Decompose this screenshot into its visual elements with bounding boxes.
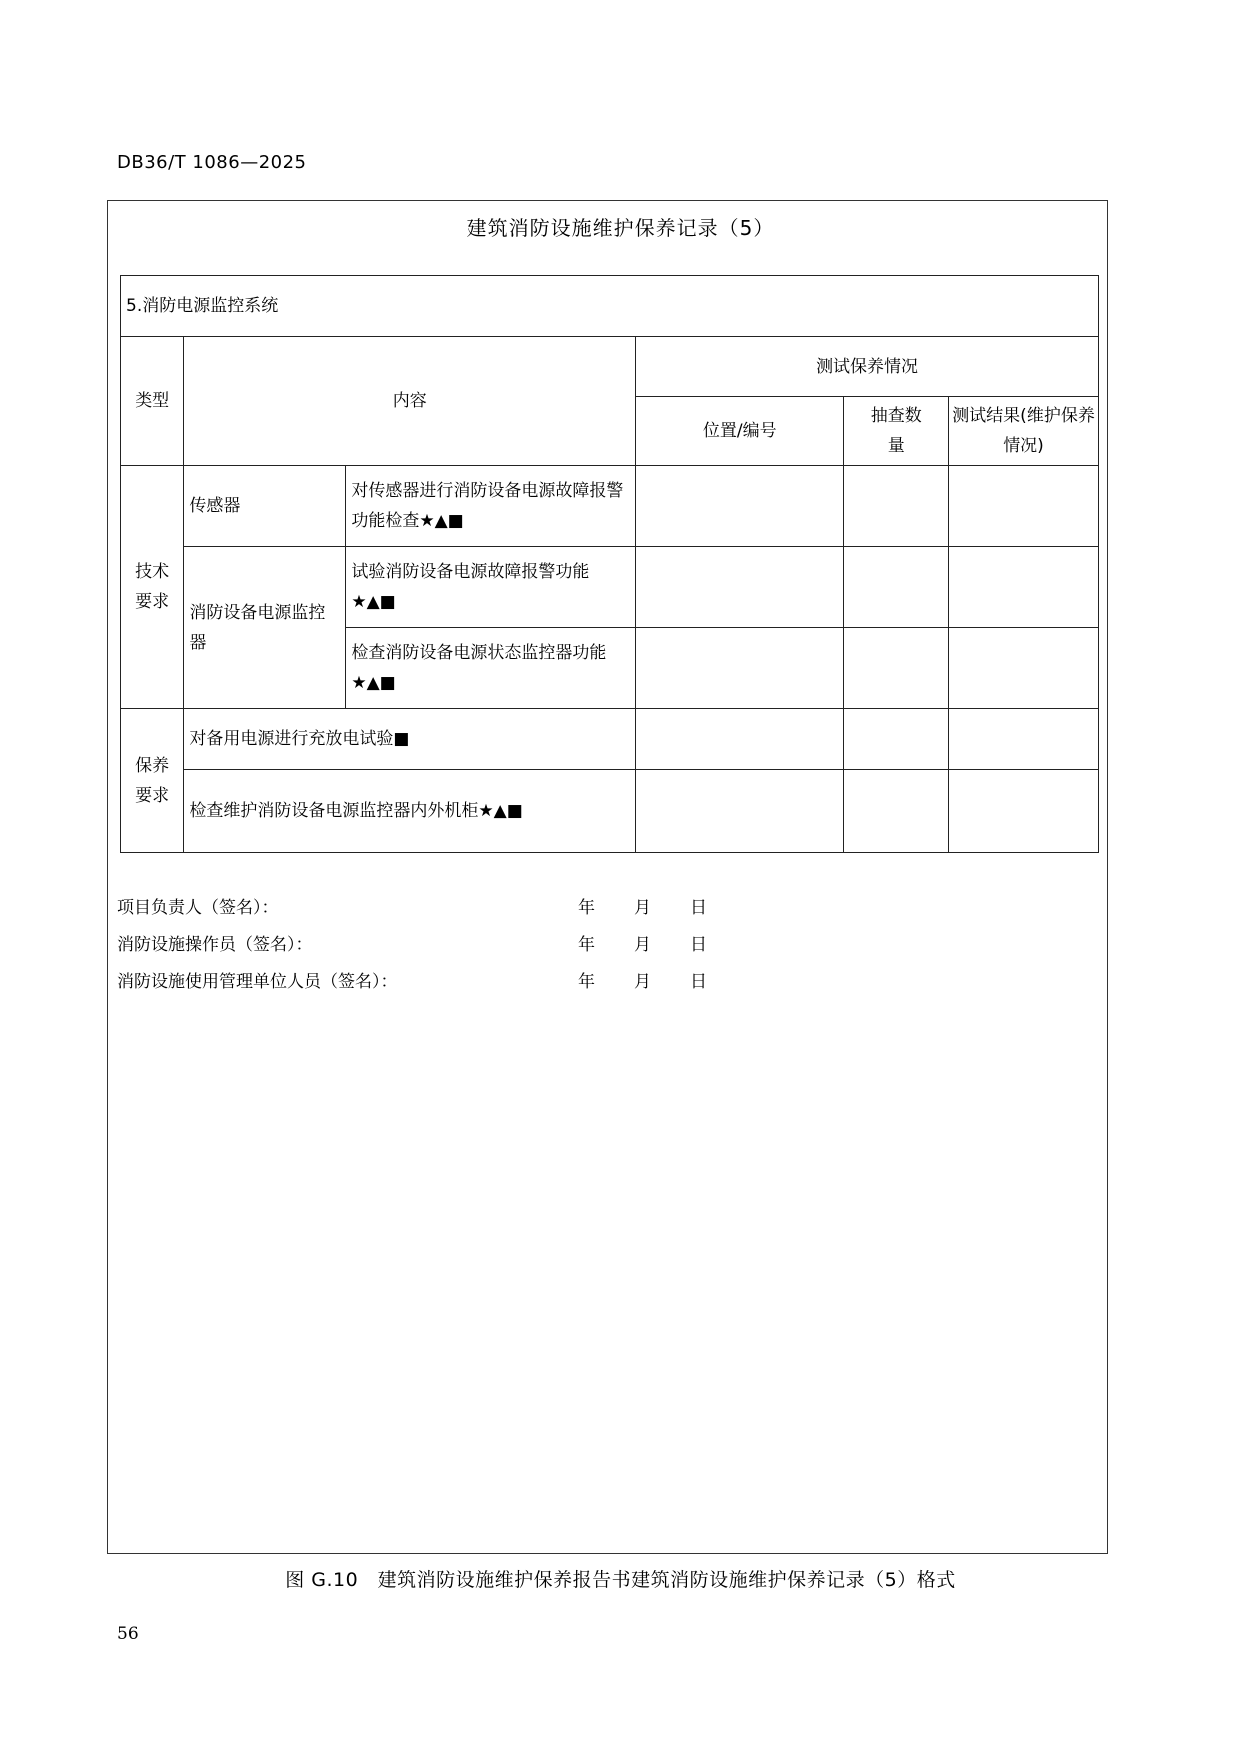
cell-result[interactable]	[949, 770, 1099, 853]
cell-sample-count[interactable]	[844, 628, 949, 709]
content-row-1: 对传感器进行消防设备电源故障报警功能检查★▲■	[346, 466, 636, 547]
figure-caption: 图 G.10 建筑消防设施维护保养报告书建筑消防设施维护保养记录（5）格式	[285, 1569, 956, 1591]
date-year: 年	[578, 898, 595, 918]
date-month: 月	[634, 972, 651, 992]
header-location: 位置/编号	[636, 397, 844, 466]
cell-result[interactable]	[949, 547, 1099, 628]
signature-management-unit: 消防设施使用管理单位人员（签名）：	[117, 972, 398, 992]
header-content: 内容	[184, 337, 636, 466]
section-title: 5.消防电源监控系统	[121, 276, 1099, 337]
content-row-3: 检查消防设备电源状态监控器功能★▲■	[346, 628, 636, 709]
category-technical-text: 技术要求	[135, 562, 170, 612]
cell-sample-count[interactable]	[844, 547, 949, 628]
cell-sample-count[interactable]	[844, 466, 949, 547]
date-day: 日	[690, 898, 707, 918]
content-row-2: 试验消防设备电源故障报警功能★▲■	[346, 547, 636, 628]
date-year: 年	[578, 972, 595, 992]
date-year: 年	[578, 935, 595, 955]
category-technical	[121, 466, 184, 709]
cell-location[interactable]	[636, 709, 844, 770]
content-row-4: 对备用电源进行充放电试验■	[184, 709, 636, 770]
cell-result[interactable]	[949, 466, 1099, 547]
category-maintenance	[121, 709, 184, 853]
standard-code: DB36/T 1086—2025	[117, 152, 307, 173]
item-sensor: 传感器	[184, 466, 346, 547]
header-test-group: 测试保养情况	[636, 337, 1099, 397]
date-day: 日	[690, 935, 707, 955]
date-day: 日	[690, 972, 707, 992]
header-sample-count	[844, 397, 949, 466]
content-row-5: 检查维护消防设备电源监控器内外机柜★▲■	[184, 770, 636, 853]
form-title: 建筑消防设施维护保养记录（5）	[466, 216, 775, 240]
cell-location[interactable]	[636, 770, 844, 853]
date-month: 月	[634, 935, 651, 955]
cell-sample-count[interactable]	[844, 709, 949, 770]
date-month: 月	[634, 898, 651, 918]
signature-project-leader: 项目负责人（签名）：	[117, 898, 279, 918]
cell-location[interactable]	[636, 628, 844, 709]
signature-operator: 消防设施操作员（签名）：	[117, 935, 313, 955]
item-power-monitor: 消防设备电源监控器	[184, 547, 346, 709]
header-type: 类型	[121, 337, 184, 466]
header-result: 测试结果(维护保养情况)	[949, 397, 1099, 466]
header-sample-count-text: 抽查数量	[870, 406, 922, 456]
page-number: 56	[117, 1624, 139, 1644]
category-maintenance-text: 保养要求	[135, 755, 170, 806]
cell-result[interactable]	[949, 709, 1099, 770]
cell-location[interactable]	[636, 466, 844, 547]
cell-sample-count[interactable]	[844, 770, 949, 853]
cell-result[interactable]	[949, 628, 1099, 709]
maintenance-record-table	[120, 275, 1099, 853]
cell-location[interactable]	[636, 547, 844, 628]
